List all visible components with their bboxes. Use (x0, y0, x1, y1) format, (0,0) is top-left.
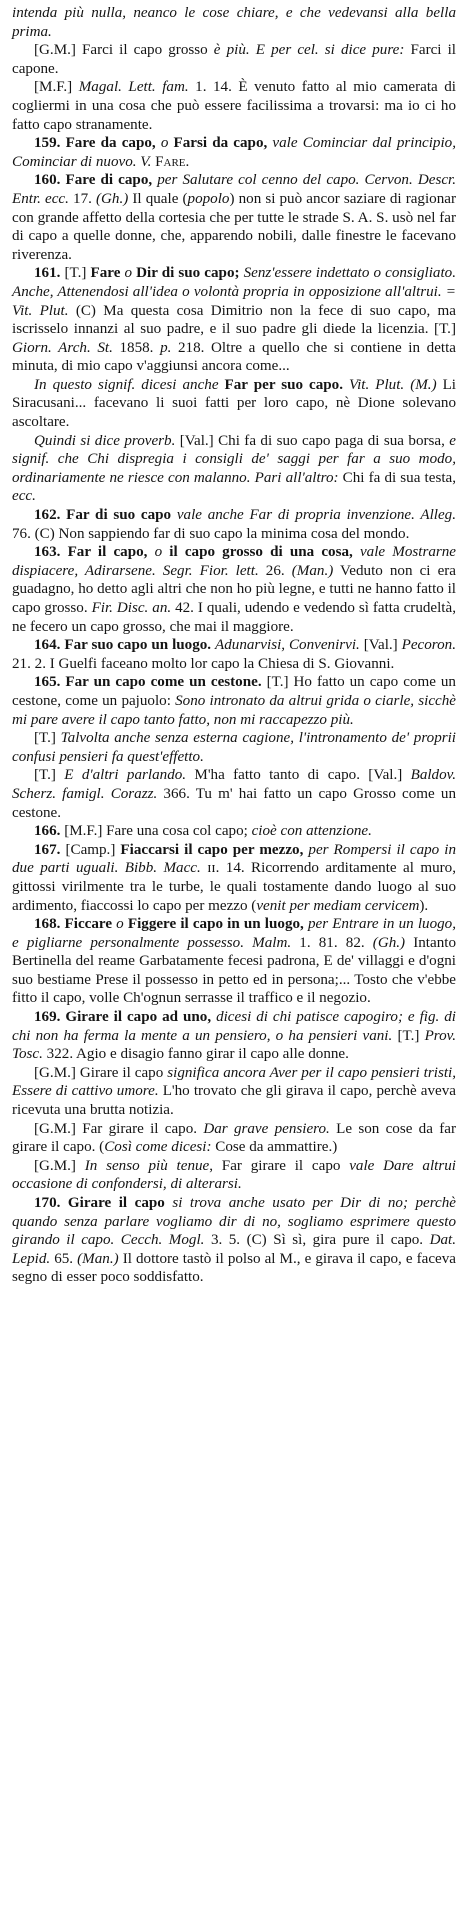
entry-text: L'ho trovato che gli girava il capo, perchè aveva ricevuta una brutta notizia. (12, 1083, 456, 1119)
entry-text: Le son cose da far girare il capo. ( (12, 1120, 456, 1156)
entry-text: 1. 81. 82. (291, 934, 373, 951)
entry-text: è più. E per cel. si dice pure: (213, 42, 405, 59)
entry-text: Il quale ( (128, 190, 188, 207)
entry-text: Cose da ammattire.) (211, 1139, 338, 1156)
entry-text: Senz'essere indettato o consigliato. Anche, Attenendosi all'idea o volontà propria in opposizione all'altrui. = Vit. Plut. (12, 265, 456, 319)
dictionary-entry (12, 822, 456, 841)
dictionary-entry (12, 506, 456, 543)
entry-text: ecc. (12, 488, 36, 505)
entry-text: Adunarvisi, Convenirvi. (215, 637, 360, 654)
dictionary-entry (12, 376, 456, 432)
entry-headword: Fiaccarsi il capo per mezzo, (120, 841, 309, 858)
entry-text: dicesi di chi patisce capogiro; e fig. di chi non ha ferma la mente a un pensiero, o ha pensieri vani. (12, 1009, 456, 1044)
entry-headword: Farsi da capo, (168, 135, 273, 152)
entry-text: [T.] Ho fatto un capo come un cestone, come un pajuolo: (12, 674, 456, 709)
entry-text: Fir. Disc. an. (91, 600, 172, 616)
entry-text: Così come dicesi: (104, 1139, 212, 1156)
dictionary-entry (12, 841, 456, 915)
entry-headword: 160. Fare di capo, (34, 172, 158, 189)
entry-text: per Entrare in un luogo, e pigliarne personalmente possesso. Malm. (12, 916, 456, 951)
entry-text: Li Siracusani... facevano li suoi fatti per loro capo, nè Dione solevano ascoltare. (12, 376, 457, 431)
entry-text: 65. (50, 1250, 78, 1267)
entry-text: (Gh.) (372, 934, 406, 951)
entry-text: per Rompersi il capo in due parti uguali. Bibb. Macc. (12, 841, 457, 877)
entry-text: [G.M.] Farci il capo grosso (34, 42, 214, 59)
entry-text: intenda più nulla, neanco le cose chiare, e che vedevansi alla bella prima. (12, 5, 456, 40)
entry-text: ). (419, 897, 429, 914)
entry-text: 322. Agio e disagio fanno girar il capo alle donne. (42, 1046, 349, 1063)
dictionary-entry (12, 766, 456, 822)
entry-text: Farci il capone. (12, 42, 456, 77)
entry-text: Quindi si dice proverb. (34, 432, 176, 449)
entry-headword: 164. Far suo capo un luogo. (34, 637, 216, 654)
entry-text: Talvolta anche senza esterna cagione, l'intronamento de' proprii confusi pensieri fa quest'effetto. (12, 730, 456, 765)
entry-text: Il dottore tastò il polso al M., e girava il capo, e faceva segno di esser poco soddisfatto. (12, 1250, 457, 1286)
entry-text: vale anche Far di propria invenzione. Alleg. (176, 507, 456, 524)
dictionary-entry (12, 1194, 456, 1287)
entry-text: M'ha fatto tanto di capo. [Val.] (186, 767, 411, 784)
entry-text: [G.M.] (34, 1157, 85, 1174)
dictionary-entry (12, 729, 456, 766)
entry-text: In senso più tenue (84, 1157, 210, 1174)
entry-text: Giorn. Arch. St. (12, 339, 113, 356)
entry-text: venit per mediam cervicem (256, 897, 420, 914)
entry-text: popolo (187, 190, 230, 207)
dictionary-entry (12, 636, 456, 673)
entry-text: Intanto Bertinella del reame Garbatamente fecesi padrona, E de' villaggi e d'ogni suo bestiame Prese il possesso in petto ed in persona;... Tosto che v'ebbe fitto il capo, volle Ch'ognun serrasse il traffico e il negozio. (12, 934, 456, 1007)
entry-text: Pecoron. (401, 637, 456, 654)
entry-text: e signif. che Chi dispregia i consigli de' saggi per far a suo modo, ordinariamente ne riesce con malanno. Pari all'altro: (12, 432, 456, 486)
entry-text: [T.] (34, 767, 65, 784)
entry-text: o (124, 265, 133, 282)
entry-text: In questo signif. dicesi anche (34, 376, 225, 393)
entry-text: (C) Ma questa cosa Dimitrio non la fece di suo capo, ma iscrisselo innanzi al suo padre, e il suo padre gli diede la licenzia. [T.] (12, 302, 456, 338)
entry-text: cioè con attenzione. (251, 823, 372, 840)
entry-text: , Far girare il capo (209, 1157, 350, 1174)
entry-text: . (185, 153, 190, 170)
entry-text: [Val.] Chi fa di suo capo paga di sua borsa, (175, 432, 450, 449)
entry-text: vale Mostrarne dispiacere, Adirarsene. Segr. Fior. lett. (12, 544, 456, 579)
entry-text: Veduto non ci era guadagno, ho detto agli altri che non ho più legne, e tutti ne hanno fatto il capo grosso. (12, 562, 456, 616)
entry-text: [G.M.] Girare il capo (34, 1064, 168, 1081)
entry-headword: 165. Far un capo come un cestone. (34, 674, 267, 691)
entry-headword: 162. Far di suo capo (34, 507, 177, 524)
dictionary-entry (12, 1120, 456, 1157)
entry-text: ) non si può ancor saziare di ragionar con grande affetto della cortesia che per tutte le strade S. A. S. usò nel far di capo a quelle donne, che, apparendo nobili, dalle finestre le facevano riverenza. (12, 190, 456, 263)
dictionary-entry (12, 41, 456, 78)
dictionary-entry (12, 1157, 456, 1194)
entry-headword: il capo grosso di una cosa, (162, 544, 360, 561)
entry-headword: 169. Girare il capo ad uno, (34, 1009, 217, 1026)
entry-text: Prov. Tosc. (12, 1027, 456, 1063)
entry-text: si trova anche usato per Dir di no; perchè quando senza parlare vogliamo dir di no, sogliamo esprimere questo girando il capo. Cecch. Mogl. (12, 1195, 456, 1249)
dictionary-entry (12, 673, 456, 729)
entry-text: 3. 5. (C) Sì sì, gira pure il capo. (204, 1232, 430, 1249)
entry-text: [T.] (34, 730, 61, 747)
entry-text: (Gh.) (96, 190, 129, 207)
entry-text: (Man.) (77, 1250, 119, 1267)
entry-headword: Far per suo capo. (224, 376, 350, 393)
entry-headword: 161. (34, 265, 65, 282)
dictionary-entry (12, 78, 456, 134)
entry-text: 42. I quali, udendo e vedendo sì fatta crudeltà, ne fecero un capo grosso, che mai il maggiore. (12, 600, 456, 635)
entry-text: per Salutare col cenno del capo. Cervon. Descr. Entr. ecc. (12, 172, 456, 207)
entry-text: 1858. (112, 339, 161, 356)
dictionary-entry (12, 134, 456, 171)
entry-text: 366. Tu m' hai fatto un capo Grosso come un cestone. (12, 785, 457, 821)
entry-text: vale Cominciar dal principio, Cominciar di nuovo. V. (12, 135, 456, 170)
dictionary-entry (12, 4, 456, 41)
entry-text: [M.F.] (34, 79, 79, 96)
entry-text: 1. 14. È venuto fatto al mio camerata di cogliermi in una cosa che può essere facilissima a trovarsi: ma io ci ho fatto capo stranamente. (12, 79, 456, 133)
entry-headword: 159. Fare da capo, (34, 135, 161, 152)
entry-text: ɪɪ. 14. Ricorrendo arditamente al muro, gittossi virilmente tra le turbe, le quali tostamente dando luogo al suo ardimento, fiaccossi lo capo per mezzo ( (12, 860, 456, 914)
entry-text: 17. (68, 190, 96, 207)
entry-text: Fare (155, 153, 186, 170)
entry-text: [M.F.] Fare una cosa col capo; (64, 823, 252, 840)
entry-headword: 163. Far il capo, (34, 544, 155, 561)
dictionary-entry (12, 1008, 456, 1064)
entry-headword: 167. (34, 841, 66, 858)
entry-headword: 168. Ficcare (34, 916, 117, 933)
entry-text: significa ancora Aver per il capo pensieri tristi, Essere di cattivo umore. (12, 1064, 456, 1100)
dictionary-entry (12, 543, 456, 636)
entry-text: Dar grave pensiero. (203, 1120, 330, 1137)
dictionary-entry (12, 171, 456, 264)
entry-text: E d'altri parlando. (64, 767, 187, 784)
dictionary-entry (12, 1064, 456, 1120)
entry-text: [Val.] (359, 637, 402, 654)
entry-text: Chi fa di sua testa, (338, 469, 456, 486)
entry-text: (Man.) (291, 562, 334, 579)
entry-text: 26. (258, 562, 292, 579)
entry-headword: 166. (34, 823, 65, 840)
entry-text: 218. Oltre a quello che si contiene in detta minuta, di mio capo v'aggiunsi ancora come... (12, 339, 456, 375)
entry-headword: 170. Girare il capo (34, 1195, 173, 1211)
entry-text: vale Dare altrui occasione di confondersi, di alterarsi. (12, 1157, 456, 1193)
entry-text: Dat. Lepid. (12, 1232, 456, 1267)
entry-text: Magal. Lett. fam. (78, 79, 189, 96)
entry-text: o (116, 916, 124, 933)
entry-text: Vit. Plut. (M.) (349, 376, 437, 393)
entry-text: o (160, 135, 169, 152)
entry-text: o (154, 544, 163, 561)
entry-headword: Fare (90, 265, 125, 282)
entry-headword: Dir di suo capo; (132, 265, 244, 282)
entry-text: p. (160, 339, 172, 356)
dictionary-entry (12, 432, 456, 506)
dictionary-entry (12, 915, 456, 1008)
dictionary-entry (12, 264, 456, 376)
entry-text: Sono intronato da altrui grida o ciarle, sicchè mi pare avere il capo tanto fatto, non mi raccapezzo più. (12, 692, 456, 728)
entry-text: [Camp.] (65, 841, 121, 858)
entry-text: [T.] (392, 1027, 425, 1044)
entry-text: 76. (C) Non sappiendo far di suo capo la minima cosa del mondo. (12, 525, 410, 542)
entry-text: [G.M.] Far girare il capo. (34, 1120, 204, 1137)
entry-text: Baldov. Scherz. famigl. Corazz. (12, 767, 456, 802)
entry-text: 21. 2. I Guelfi faceano molto lor capo la Chiesa di S. Giovanni. (12, 655, 395, 672)
entry-text: [T.] (64, 265, 91, 282)
entry-headword: Figgere il capo in un luogo, (123, 916, 308, 933)
